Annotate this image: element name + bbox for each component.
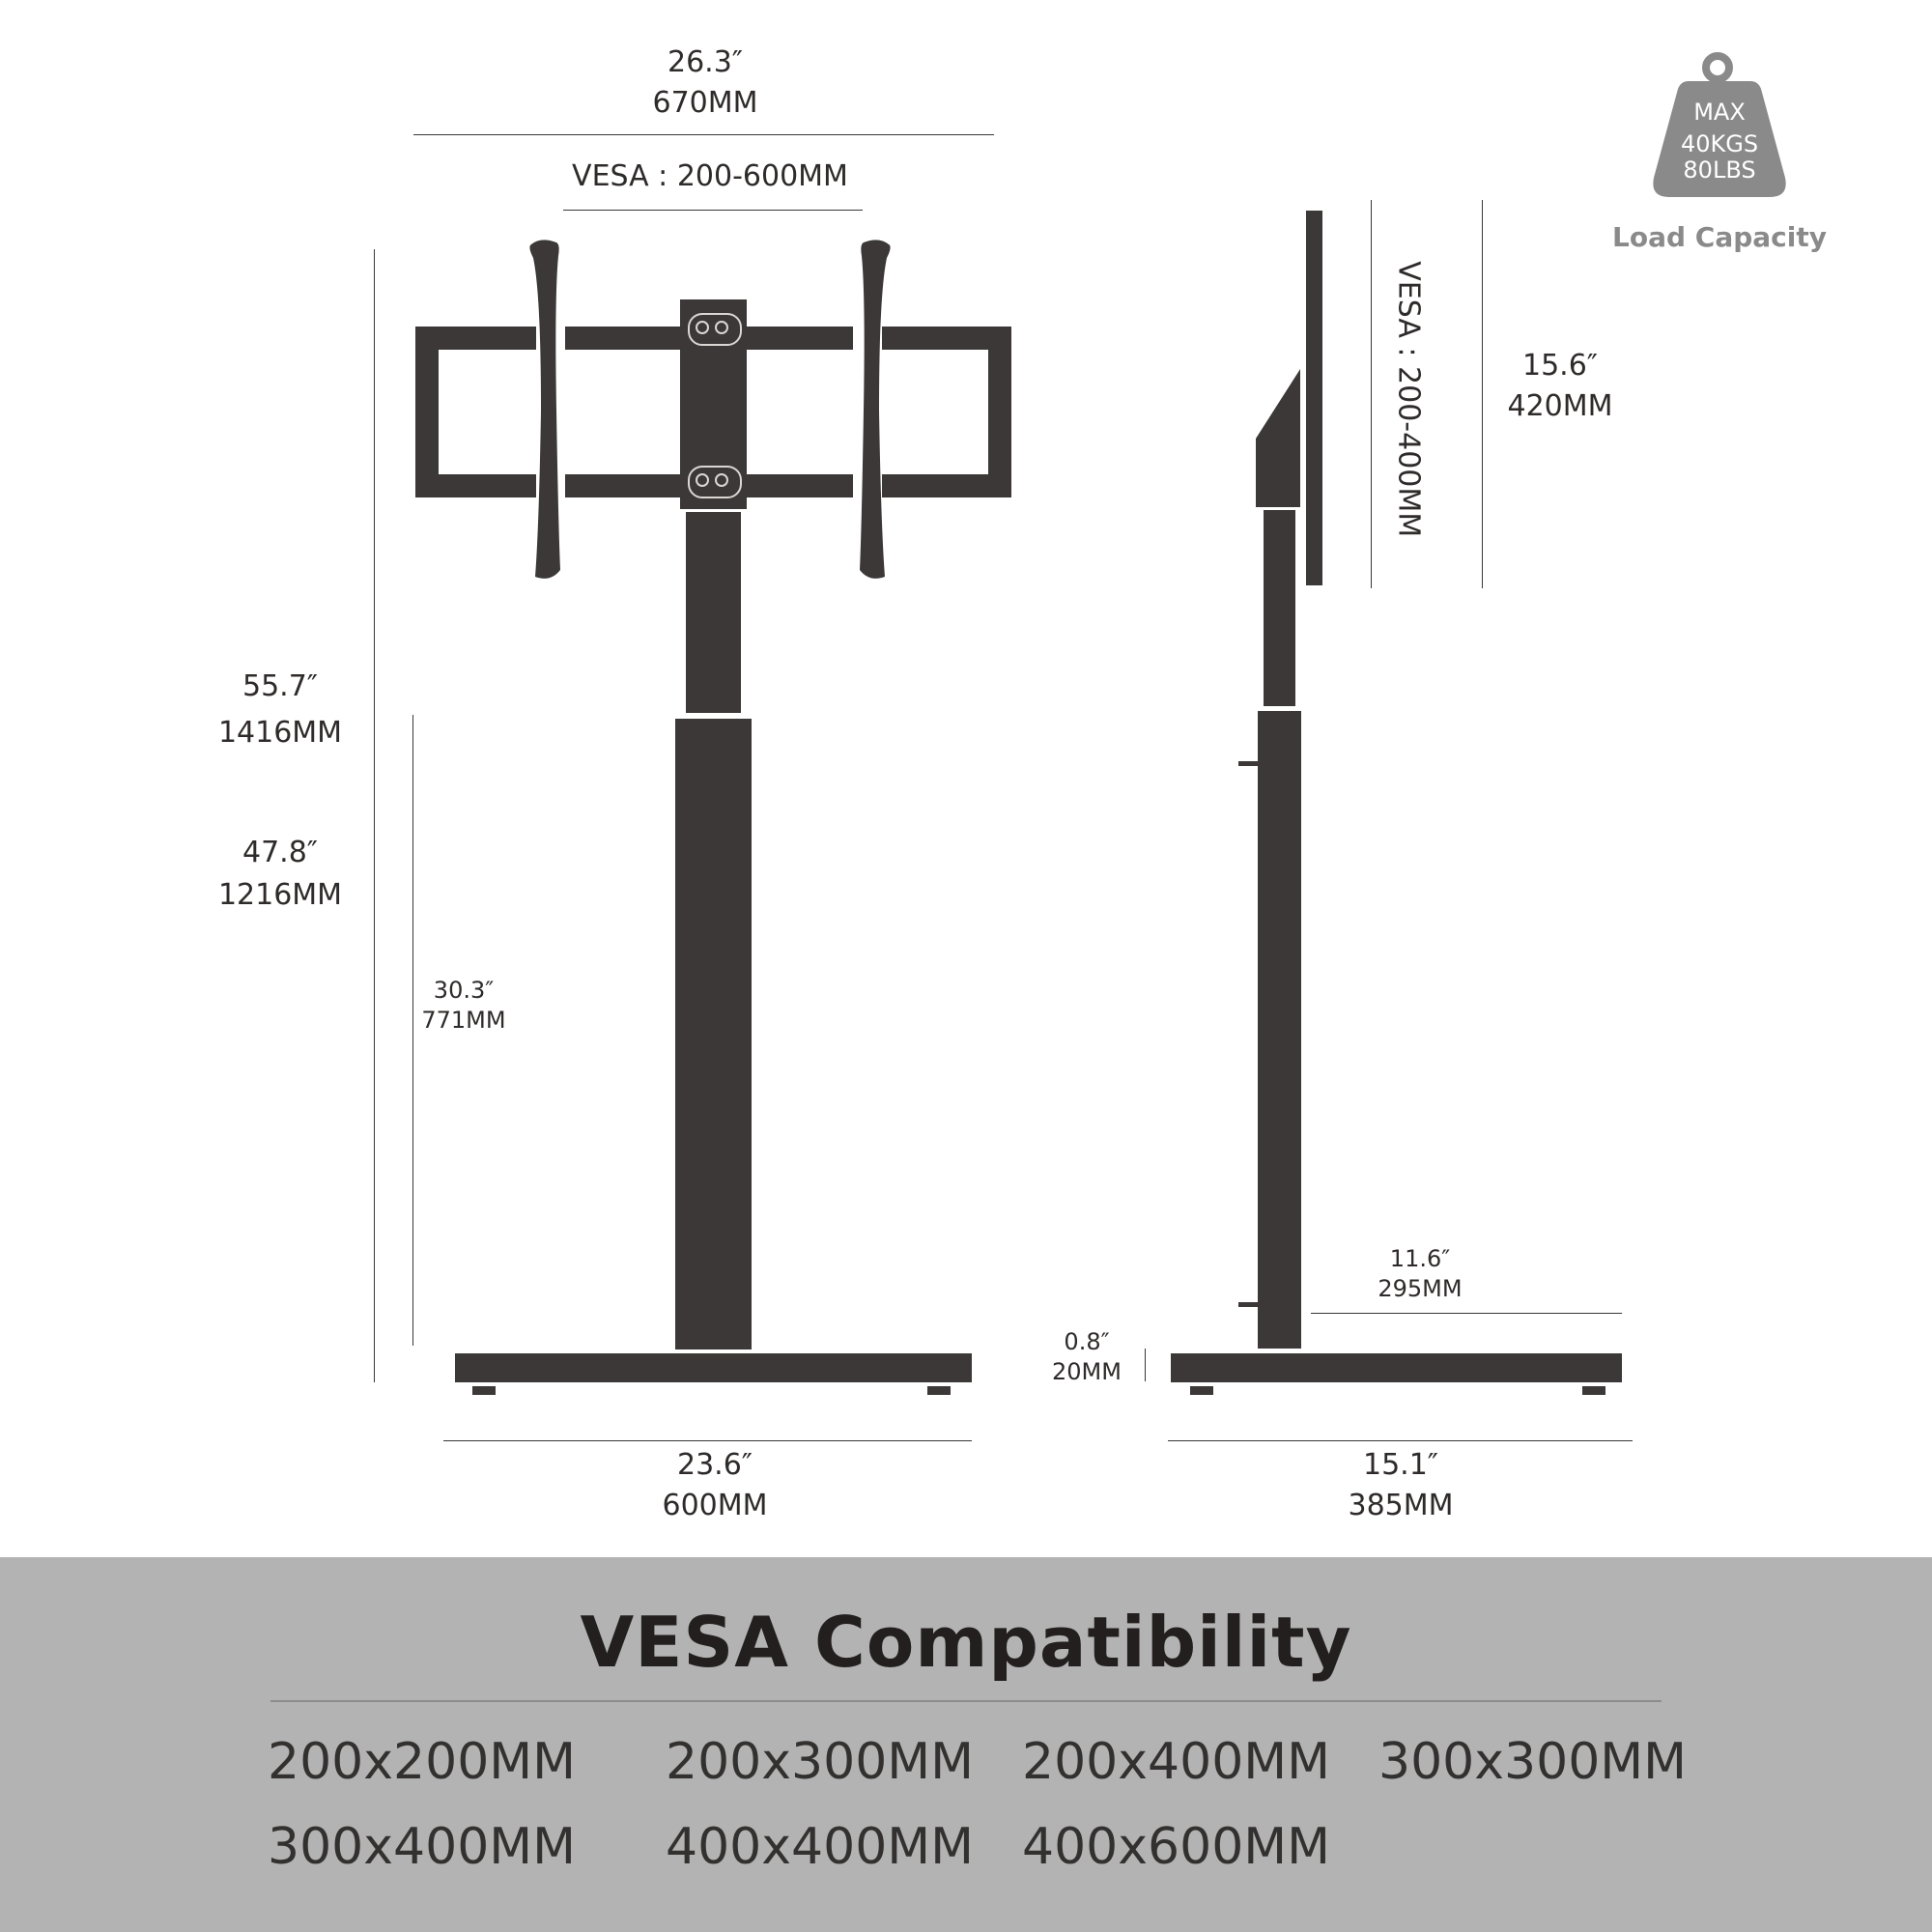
front-vesa-label: VESA : 200-600MM (572, 159, 848, 193)
weight-ring (1702, 52, 1733, 83)
side-knob-upper (1238, 761, 1258, 766)
weight-icon (1647, 50, 1792, 205)
base-width-inch: 23.6″ (676, 1448, 753, 1482)
min-height-inch: 47.8″ (242, 836, 318, 869)
base-offset-inch: 11.6″ (1389, 1245, 1451, 1272)
max-lbs: 80LBS (1683, 156, 1756, 184)
side-upper-pole (1264, 510, 1295, 706)
side-vesa-line (1371, 200, 1372, 588)
vesa-divider (270, 1700, 1662, 1702)
pole-height-inch: 30.3″ (433, 977, 495, 1004)
top-width-line (413, 134, 994, 135)
vesa-size-item: 400x600MM (1022, 1818, 1331, 1876)
front-vesa-line (563, 210, 863, 211)
base-depth-mm: 385MM (1348, 1489, 1454, 1522)
max-label: MAX (1693, 99, 1746, 126)
bracket-height-inch: 15.6″ (1521, 349, 1598, 383)
side-foot-right (1582, 1386, 1605, 1395)
vesa-size-item: 300x400MM (268, 1818, 577, 1876)
base-width-line (443, 1440, 972, 1441)
upper-bolt-left (696, 321, 709, 334)
right-bracket-arm (850, 237, 898, 584)
upper-pole (686, 512, 741, 713)
base-thickness-line (1145, 1349, 1146, 1381)
lower-bolt-right (715, 473, 728, 487)
lower-bolt-left (696, 473, 709, 487)
base-thickness-mm: 20MM (1052, 1358, 1122, 1385)
vesa-size-item: 400x400MM (666, 1818, 975, 1876)
front-foot-right (927, 1386, 951, 1395)
top-width-mm: 670MM (652, 86, 758, 120)
top-width-inch: 26.3″ (667, 45, 743, 79)
vesa-compatibility-title: VESA Compatibility (580, 1602, 1352, 1683)
total-height-mm: 1416MM (217, 716, 343, 750)
vesa-size-item: 300x300MM (1378, 1733, 1688, 1791)
base-depth-inch: 15.1″ (1362, 1448, 1438, 1482)
base-offset-line (1311, 1313, 1622, 1314)
lower-pole (675, 719, 752, 1350)
base-width-mm: 600MM (662, 1489, 768, 1522)
bracket-height-mm: 420MM (1507, 389, 1613, 423)
vesa-size-item: 200x200MM (268, 1733, 577, 1791)
min-height-mm: 1216MM (217, 878, 343, 912)
front-base (455, 1353, 972, 1382)
base-depth-line (1168, 1440, 1633, 1441)
side-lower-pole (1258, 711, 1301, 1349)
base-thickness-inch: 0.8″ (1064, 1328, 1110, 1355)
pole-height-mm: 771MM (421, 1007, 506, 1034)
side-base (1171, 1353, 1622, 1382)
vesa-size-item: 200x300MM (666, 1733, 975, 1791)
upper-bolt-right (715, 321, 728, 334)
vesa-size-item: 200x400MM (1022, 1733, 1331, 1791)
side-foot-left (1190, 1386, 1213, 1395)
side-vesa-label: VESA : 200-400MM (1391, 261, 1426, 538)
side-mount-panel (1306, 211, 1322, 585)
total-height-inch: 55.7″ (242, 669, 318, 703)
load-capacity-label: Load Capacity (1612, 221, 1827, 253)
side-knob-lower (1238, 1302, 1258, 1307)
front-foot-left (472, 1386, 496, 1395)
max-kg: 40KGS (1680, 130, 1759, 157)
side-bracket-wedge (1256, 367, 1304, 507)
base-offset-mm: 295MM (1378, 1275, 1463, 1302)
left-bracket-arm (522, 237, 570, 584)
total-height-line (374, 249, 375, 1382)
